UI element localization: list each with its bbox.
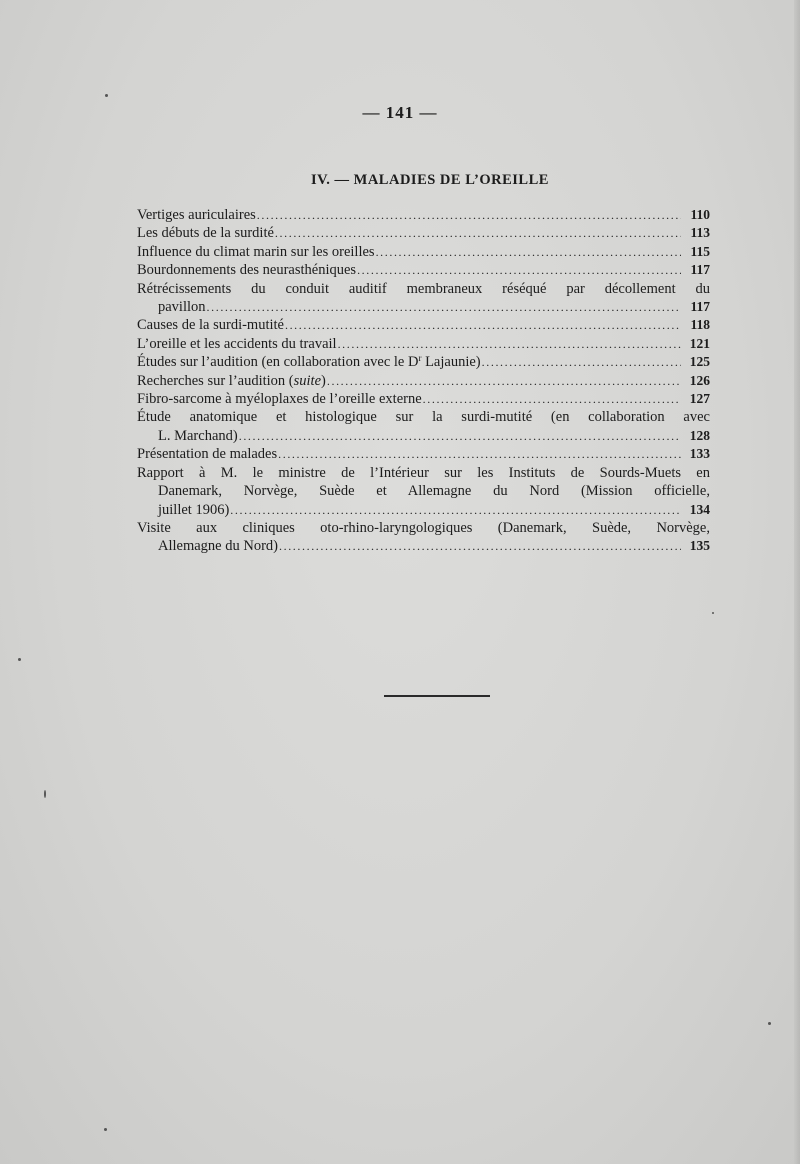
dot-leader (278, 445, 681, 463)
entry-title: Bourdonnements des neurasthéniques (137, 262, 357, 279)
paper-speck (104, 1128, 107, 1131)
paper-speck (18, 658, 21, 661)
dot-leader (376, 243, 681, 261)
table-of-contents (137, 206, 710, 556)
page-number: — 141 — (362, 103, 438, 122)
entry-page: 110 (690, 207, 710, 222)
toc-entry (137, 372, 710, 390)
entry-page: 118 (690, 317, 710, 333)
dot-leader (239, 427, 681, 445)
entry-page: 125 (689, 354, 710, 370)
entry-page: 126 (689, 372, 710, 388)
superscript: r (418, 353, 422, 364)
toc-entry (137, 537, 710, 555)
dot-leader (207, 298, 681, 316)
paper-speck (712, 612, 714, 614)
entry-title-line: Rétrécissements du conduit auditif membraneux réséqué par décollement du (137, 280, 710, 297)
entry-page: 128 (689, 427, 710, 443)
entry-title: Influence du climat marin sur les oreilles (137, 243, 375, 260)
entry-page: 135 (689, 538, 710, 554)
dot-leader (279, 537, 681, 555)
entry-title: Vertiges auriculaires (137, 207, 256, 223)
toc-entry (137, 261, 710, 279)
toc-entry (137, 427, 710, 445)
entry-page: 115 (690, 243, 710, 259)
toc-entry (137, 501, 710, 519)
entry-title: Allemagne du Nord) (158, 538, 278, 555)
entry-title-line: Étude anatomique et histologique sur la surdi-mutité (en collaboration avec (137, 409, 710, 426)
dot-leader (482, 353, 681, 371)
entry-title (137, 353, 481, 371)
dot-leader (230, 501, 681, 519)
horizontal-rule (384, 695, 490, 697)
dot-leader (275, 224, 681, 242)
entry-title-part: Recherches sur l’audition ( (137, 372, 294, 389)
toc-entry (137, 243, 710, 261)
italic-text: suite (293, 372, 322, 389)
entry-title: pavillon (158, 299, 206, 316)
dot-leader (285, 316, 681, 334)
entry-title-part: Études sur l’audition (en collaboration avec le D (137, 354, 419, 371)
toc-entry (137, 316, 710, 334)
dot-leader (327, 372, 681, 390)
entry-title: L’oreille et les accidents du travail (137, 335, 337, 352)
entry-title (137, 372, 326, 390)
dot-leader (338, 335, 681, 353)
dot-leader (257, 206, 681, 224)
entry-page: 113 (690, 225, 710, 241)
entry-title-part: Lajaunie) (421, 354, 481, 371)
toc-entry (137, 206, 710, 224)
entry-title: Présentation de malades (137, 446, 278, 463)
entry-title-line: Rapport à M. le ministre de l’Intérieur sur les Instituts de Sourds-Muets en (137, 464, 710, 481)
paper-speck (44, 790, 46, 798)
paper-speck (105, 94, 108, 97)
entry-page: 134 (689, 501, 710, 517)
dot-leader (423, 390, 681, 408)
toc-entry (137, 353, 710, 371)
toc-entry (137, 445, 710, 463)
entry-title: Les débuts de la surdité (137, 225, 274, 242)
entry-page: 117 (690, 299, 710, 315)
entry-page: 121 (689, 335, 710, 351)
toc-entry (137, 298, 710, 316)
entry-page: 133 (689, 446, 710, 462)
entry-title: juillet 1906) (158, 501, 230, 518)
entry-title-line: Danemark, Norvège, Suède et Allemagne du Nord (Mission officielle, (158, 483, 710, 500)
dot-leader (357, 261, 681, 279)
paper-speck (768, 1022, 771, 1025)
toc-entry (137, 390, 710, 408)
entry-title: Causes de la surdi-mutité (137, 317, 284, 334)
entry-page: 127 (689, 391, 710, 407)
entry-page: 117 (690, 262, 710, 278)
toc-entry (137, 224, 710, 242)
entry-title-part: ) (321, 372, 326, 389)
entry-title: Fibro-sarcome à myéloplaxes de l’oreille externe (137, 391, 422, 408)
entry-title: L. Marchand) (158, 427, 238, 444)
entry-title-line: Visite aux cliniques oto-rhino-laryngologiques (Danemark, Suède, Norvège, (137, 519, 710, 536)
section-title: IV. — MALADIES DE L’OREILLE (311, 172, 549, 188)
toc-entry (137, 335, 710, 353)
